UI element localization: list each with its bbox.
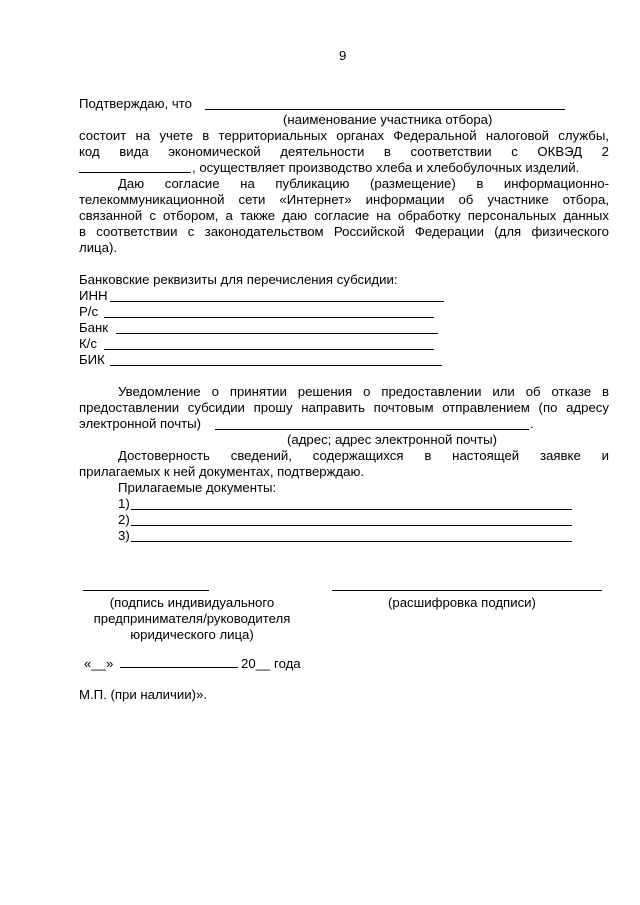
bank-field-ks-label: К/с	[79, 336, 97, 351]
reliability-line-1: Достоверность сведений, содержащихся в настоящей заявке и	[118, 448, 609, 463]
date-month-field[interactable]	[120, 655, 238, 668]
bank-title: Банковские реквизиты для перечисления субсидии:	[79, 272, 398, 287]
signature-caption-1: (подпись индивидуального	[109, 595, 275, 610]
bank-input[interactable]	[116, 333, 438, 334]
bik-input[interactable]	[110, 365, 442, 366]
inn-input[interactable]	[110, 301, 444, 302]
consent-line-2: телекоммуникационной сети «Интернет» информации об участнике отбора,	[79, 192, 609, 207]
bank-field-bank-label: Банк	[79, 320, 109, 335]
notice-line-3-prefix: электронной почты)	[79, 416, 201, 431]
bank-field-bik-label: БИК	[79, 352, 105, 367]
signature-decoding-caption: (расшифровка подписи)	[388, 595, 536, 610]
stamp-note: М.П. (при наличии)».	[79, 687, 208, 702]
confirm-prefix: Подтверждаю, что	[79, 96, 192, 111]
signature-field[interactable]	[83, 590, 209, 591]
consent-line-1: Даю согласие на публикацию (размещение) в информационно-	[118, 176, 609, 191]
attachment-1-label: 1)	[118, 496, 130, 511]
date-open-quote: «	[84, 656, 92, 671]
date-close-quote: »	[106, 656, 114, 671]
participant-name-field[interactable]	[205, 109, 565, 110]
date-day-blank[interactable]: __	[91, 656, 107, 671]
ks-input[interactable]	[104, 349, 434, 350]
attachments-title: Прилагаемые документы:	[118, 480, 277, 495]
signature-caption-3: юридического лица)	[130, 627, 254, 642]
attachment-3-label: 3)	[118, 528, 130, 543]
email-address-caption: (адрес; адрес электронной почты)	[287, 432, 497, 447]
date-year-prefix: 20	[241, 656, 256, 671]
signature-decoding-field[interactable]	[332, 590, 602, 591]
consent-line-5: лица).	[79, 240, 118, 255]
page-number: 9	[339, 48, 347, 63]
confirm-line-3: , осуществляет производство хлеба и хлебобулочных изделий.	[192, 160, 580, 175]
notice-line-1: Уведомление о принятии решения о предоставлении или об отказе в	[118, 384, 609, 399]
participant-name-caption: (наименование участника отбора)	[283, 112, 493, 127]
confirm-line-1: состоит на учете в территориальных органах Федеральной налоговой службы,	[79, 128, 609, 143]
attachment-3-input[interactable]	[131, 541, 572, 542]
notice-line-3-suffix: .	[530, 416, 534, 431]
bank-field-rs-label: Р/с	[79, 304, 99, 319]
reliability-line-2: прилагаемых к ней документах, подтверждаю.	[79, 464, 365, 479]
okved-code-field[interactable]	[79, 172, 191, 173]
signature-caption-2: предпринимателя/руководителя	[93, 611, 291, 626]
notice-line-2: предоставлении субсидии прошу направить почтовым отправлением (по адресу	[79, 400, 609, 415]
attachment-1-input[interactable]	[131, 509, 572, 510]
attachment-2-label: 2)	[118, 512, 130, 527]
bank-field-inn-label: ИНН	[79, 288, 108, 303]
attachment-2-input[interactable]	[131, 525, 572, 526]
date-year-blank[interactable]: __	[255, 656, 271, 671]
date-line	[84, 655, 301, 672]
confirm-line-2: код вида экономической деятельности в соответствии с ОКВЭД 2	[79, 144, 609, 159]
date-year-suffix: года	[274, 656, 301, 671]
consent-line-3: связанной с отбором, а также даю согласие на обработку персональных данных	[79, 208, 609, 223]
email-address-field[interactable]	[215, 429, 529, 430]
rs-input[interactable]	[104, 317, 434, 318]
consent-line-4: в соответствии с законодательством Российской Федерации (для физического	[79, 224, 609, 239]
